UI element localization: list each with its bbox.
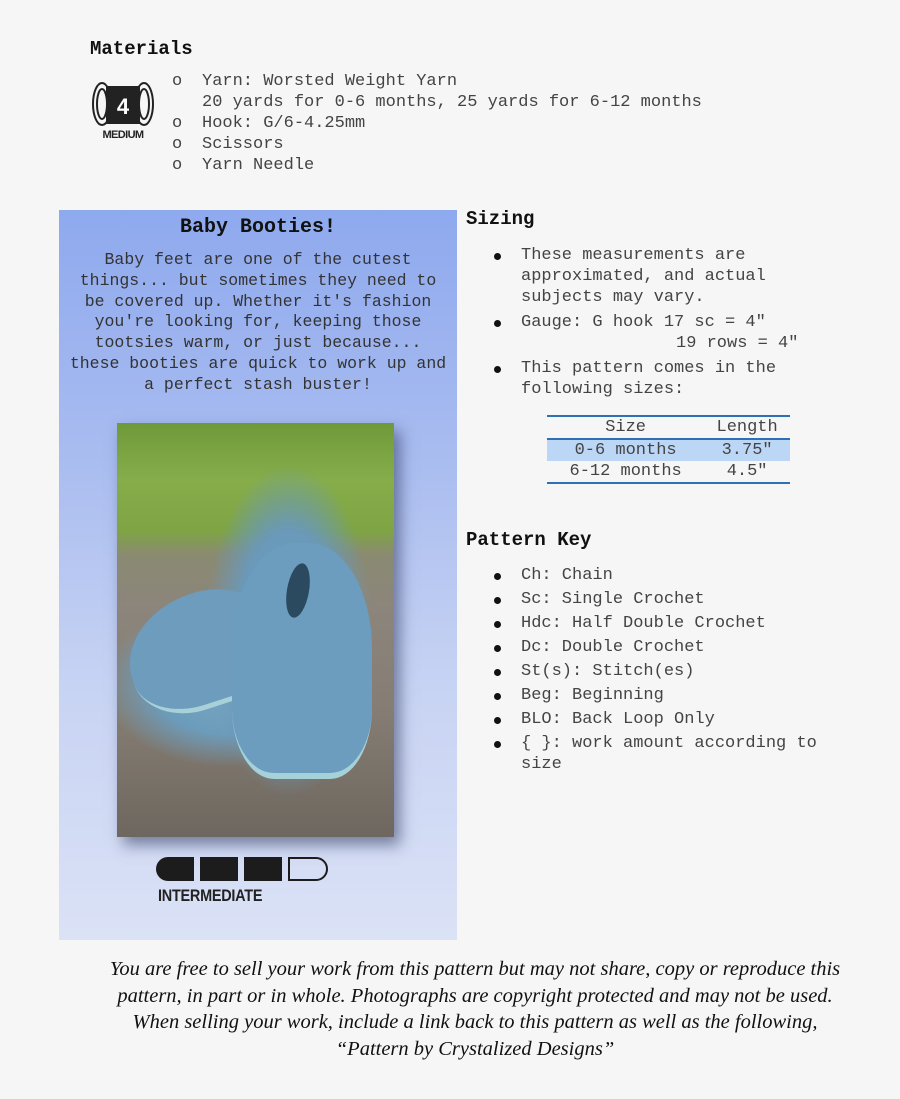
key-item: Ch: Chain <box>466 565 866 586</box>
key-item: Sc: Single Crochet <box>466 589 866 610</box>
materials-item-needle: o Yarn Needle <box>172 156 315 175</box>
table-header-row <box>547 416 790 439</box>
materials-item-yarn: o Yarn: Worsted Weight Yarn <box>172 72 458 91</box>
sizing-heading: Sizing <box>466 208 535 230</box>
materials-item-yarn-amount: 20 yards for 0-6 months, 25 yards for 6-12 months <box>202 93 702 112</box>
svg-text:4: 4 <box>116 94 130 119</box>
key-item: Dc: Double Crochet <box>466 637 866 658</box>
svg-text:MEDIUM: MEDIUM <box>102 129 144 141</box>
bullet-icon <box>494 621 501 628</box>
table-row <box>547 439 790 461</box>
pattern-key-list <box>466 565 866 778</box>
size-cell: 6-12 months <box>569 462 682 481</box>
table-row <box>547 461 790 483</box>
pattern-key-heading: Pattern Key <box>466 529 592 551</box>
column-header-size: Size <box>547 416 704 439</box>
key-item: { }: work amount according to size <box>466 733 866 775</box>
bullet-icon <box>494 253 501 260</box>
bullet-icon <box>494 597 501 604</box>
bullet-icon <box>494 717 501 724</box>
key-item: Beg: Beginning <box>466 685 866 706</box>
length-cell: 3.75" <box>704 439 790 461</box>
bullet-icon <box>494 741 501 748</box>
key-item: BLO: Back Loop Only <box>466 709 866 730</box>
bullet-icon <box>494 573 501 580</box>
materials-heading: Materials <box>90 38 193 60</box>
promo-title: Baby Booties! <box>179 216 337 239</box>
materials-item-scissors: o Scissors <box>172 135 284 154</box>
sizing-item-gauge: Gauge: G hook 17 sc = 4" 19 rows = 4" <box>466 312 826 354</box>
key-item: Hdc: Half Double Crochet <box>466 613 866 634</box>
length-cell: 4.5" <box>726 462 768 481</box>
bullet-icon <box>494 320 501 327</box>
booties-photo <box>117 423 394 837</box>
bullet-icon <box>494 366 501 373</box>
sizing-item: This pattern comes in the following sizes: <box>466 358 826 400</box>
materials-list <box>172 71 702 176</box>
bullet-icon <box>494 669 501 676</box>
sizing-list <box>466 245 826 404</box>
bullet-icon <box>494 645 501 652</box>
promo-panel <box>59 210 457 940</box>
yarn-weight-icon <box>92 80 154 142</box>
skill-level-label: INTERMEDIATE <box>158 886 263 905</box>
materials-item-hook: o Hook: G/6-4.25mm <box>172 114 366 133</box>
key-item: St(s): Stitch(es) <box>466 661 866 682</box>
skill-level-icon <box>156 857 328 881</box>
bullet-icon <box>494 693 501 700</box>
column-header-length: Length <box>704 416 790 439</box>
size-cell: 0-6 months <box>547 439 704 461</box>
size-table <box>547 415 790 484</box>
promo-description: Baby feet are one of the cutest things... but sometimes they need to be covered up. Whether it's fashion you're looking for, keeping those tootsies warm, or just because... these booties are quick to work up and a perfect stash buster! <box>69 250 447 394</box>
copyright-notice: You are free to sell your work from this pattern but may not share, copy or reproduce this pattern, in part or in whole. Photographs are copyright protected and may not be used. When selling your work, include a link back to this pattern as well as the following, “Pattern by Crystalized Designs” <box>109 958 841 1060</box>
sizing-item: These measurements are approximated, and actual subjects may vary. <box>466 245 826 308</box>
